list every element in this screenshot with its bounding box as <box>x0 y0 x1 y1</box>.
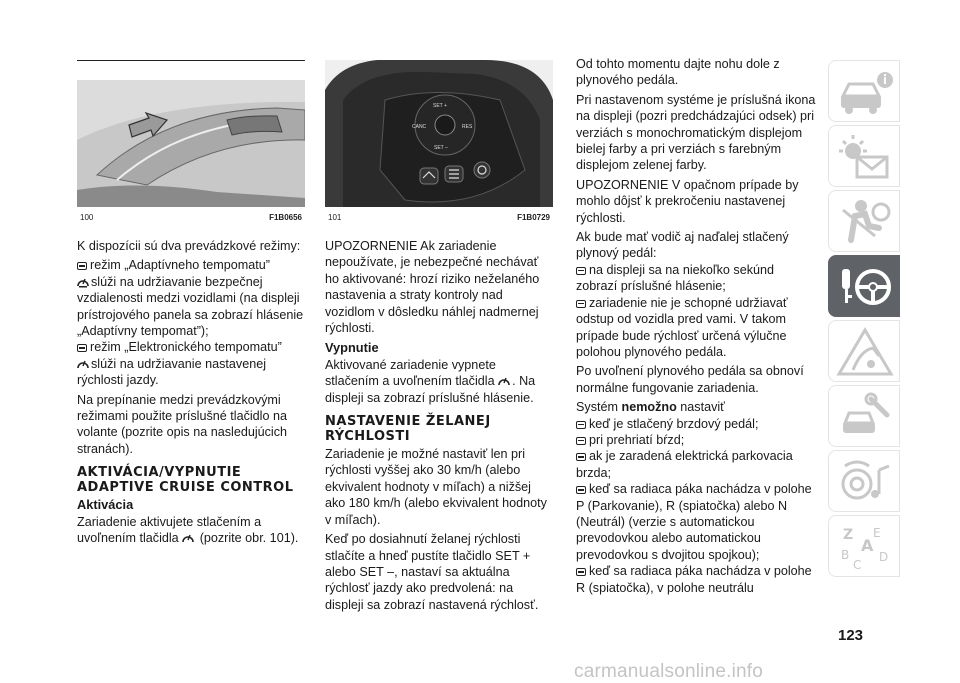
warning-overspeed: UPOZORNENIE V opačnom prípade by mohlo dôjsť k prekročeniu nastavenej rýchlosti. <box>576 177 799 225</box>
wrench-car-icon <box>835 391 895 443</box>
column-1-text <box>77 238 305 550</box>
tab-warning-lights[interactable] <box>828 125 900 187</box>
condition-5 <box>576 563 816 596</box>
steering-wheel-key-icon <box>835 261 895 313</box>
mode-switch-text: Na prepínanie medzi prevádzkovými režimami použite príslušné tlačidlo na volante (pozrite opis na nasledujúcich stranách). <box>77 392 288 456</box>
bullet-icon <box>77 344 87 352</box>
activation-text <box>77 514 305 547</box>
release-pedal-text: Od tohto momentu dajte nohu dole z plynového pedála. <box>576 57 780 88</box>
steering-wheel-illustration <box>325 60 553 207</box>
adaptive-cruise-icon <box>77 276 89 288</box>
subheading-deactivation: Vypnutie <box>325 340 379 356</box>
pedal-bullet-2 <box>576 295 816 361</box>
cruise-control-icon <box>77 358 89 370</box>
figure-101-steering-wheel <box>325 60 553 207</box>
figure-101-code: F1B0729 <box>517 213 550 222</box>
section-heading-activation: AKTIVÁCIA/VYPNUTIE ADAPTIVE CRUISE CONTROL <box>77 465 294 496</box>
svg-text:E: E <box>873 526 881 540</box>
bullet-icon <box>576 300 586 308</box>
cruise-off-button-icon <box>498 375 510 387</box>
mode-electronic-desc: slúži na udržiavanie nastavenej rýchlosti jazdy. <box>77 356 267 388</box>
tab-starting-driving[interactable] <box>828 255 900 317</box>
cannot-set-intro <box>576 399 816 415</box>
cruise-button-icon <box>182 532 194 544</box>
figure-100-code: F1B0656 <box>269 213 302 222</box>
subheading-activation: Aktivácia <box>77 497 134 513</box>
condition-5-text: keď sa radiaca páka nachádza v polohe R (spiatočka), v polohe neutrálu <box>576 564 812 595</box>
mode-electronic-title: režim „Elektronického tempomatu” <box>90 340 282 355</box>
column-2-text <box>325 238 553 616</box>
set-speed-range: Zariadenie je možné nastaviť len pri rýchlosti vyššej ako 30 km/h (alebo ekvivalent hodnoty v míľach) a nižšej ako 180 km/h (alebo ekvivalent hodnoty v míľach). <box>325 447 547 527</box>
pedal-bullet-1-text: na displeji sa na niekoľko sekúnd zobrazí príslušné hlásenie; <box>576 262 775 294</box>
column-3-text <box>576 56 816 596</box>
deactivation-text-a: Aktivované zariadenie vypnete stlačením a uvoľnením tlačidla <box>325 357 496 389</box>
cannot-set-a: Systém <box>576 400 618 415</box>
bullet-icon <box>576 267 586 275</box>
pedal-pressed-intro: Ak bude mať vodič aj naďalej stlačený plynový pedál: <box>576 230 789 261</box>
mode-electronic <box>77 339 305 388</box>
mode-adaptive <box>77 257 305 339</box>
mode-adaptive-desc: slúži na udržiavanie bezpečnej vzdialenosti medzi vozidlami (na displeji prístrojového panela sa zobrazí hlásenie „Adaptívny tempomat”); <box>77 274 304 339</box>
cannot-set-c: nastaviť <box>680 400 725 415</box>
figure-101-number: 101 <box>328 213 342 222</box>
condition-3-text: ak je zaradená elektrická parkovacia brzda; <box>576 449 793 480</box>
tab-safety[interactable] <box>828 190 900 252</box>
svg-text:C: C <box>853 558 862 572</box>
mode-adaptive-title: režim „Adaptívneho tempomatu” <box>90 258 270 273</box>
bullet-icon <box>576 568 586 576</box>
activation-text-b: (pozrite obr. 101). <box>199 531 299 546</box>
section-heading-set-speed: NASTAVENIE ŽELANEJ RÝCHLOSTI <box>325 414 491 445</box>
activation-text-a: Zariadenie aktivujete stlačením a uvoľnením tlačidla <box>77 514 262 546</box>
figure-100-number: 100 <box>80 213 94 222</box>
display-icon-text: Pri nastavenom systéme je príslušná ikona na displeji (pozri predchádzajúci odsek) pri verziách s monochromatickým displejom bielej farby a pri verziách s farebným displejom zelenej farby. <box>576 92 816 173</box>
pedal-bullet-1 <box>576 262 816 295</box>
modes-intro: K dispozícii sú dva prevádzkové režimy: <box>77 239 301 253</box>
watermark-text[interactable]: carmanualsonline.info <box>574 661 764 682</box>
bullet-icon <box>576 486 586 494</box>
pedal-bullet-2-text: zariadenie nie je schopné udržiavať odstup od vozidla pred vami. V takom prípade bude rýchlosť určená výlučne polohou plynového pedála. <box>576 295 788 359</box>
figure-100-windshield <box>77 80 305 207</box>
tab-maintenance[interactable] <box>828 385 900 447</box>
res-label: RES <box>462 124 473 130</box>
bullet-icon <box>576 437 586 445</box>
condition-1-text: keď je stlačený brzdový pedál; <box>589 416 759 431</box>
set-minus-label: SET – <box>434 145 448 151</box>
condition-4 <box>576 481 816 563</box>
condition-1 <box>576 416 816 432</box>
svg-text:B: B <box>841 548 850 562</box>
safety-icon <box>835 196 895 248</box>
tab-multimedia[interactable] <box>828 450 900 512</box>
warning-lights-icon <box>835 131 895 183</box>
car-windshield-illustration <box>77 80 305 207</box>
chapter-tabs <box>828 60 900 580</box>
condition-2 <box>576 432 816 448</box>
tab-index[interactable] <box>828 515 900 577</box>
multimedia-icon <box>835 456 895 508</box>
canc-label: CANC <box>412 124 427 130</box>
svg-text:Z: Z <box>843 527 854 543</box>
release-resume-text: Po uvoľnení plynového pedála sa obnoví normálne fungovanie zariadenia. <box>576 364 804 395</box>
bullet-icon <box>77 262 87 270</box>
alphabet-index-icon <box>835 521 895 573</box>
deactivation-text <box>325 357 553 406</box>
condition-2-text: pri prehriatí bŕzd; <box>589 432 685 447</box>
condition-4-text: keď sa radiaca páka nachádza v polohe P (Parkovanie), R (spiatočka) alebo N (Neutrál) (verzie s automatickou prevodovkou alebo automatickou prevodovkou s dvojitou spojkou); <box>576 482 812 562</box>
condition-3 <box>576 448 816 481</box>
svg-text:A: A <box>861 536 874 555</box>
cannot-set-bold: nemožno <box>621 400 677 415</box>
deactivation-text-b: . Na displeji sa zobrazí príslušné hlásenie. <box>325 374 536 405</box>
bullet-icon <box>576 453 586 461</box>
page-number: 123 <box>838 627 864 644</box>
warning-inactive: UPOZORNENIE Ak zariadenie nepoužívate, je nebezpečné nechávať ho aktivované: hrozí riziko neželaného nastavenia a straty kontroly nad vozidlom v dôsledku náhlej nadmernej rýchlosti. <box>325 239 540 336</box>
set-plus-label: SET + <box>433 103 447 109</box>
tab-emergency[interactable] <box>828 320 900 382</box>
svg-text:D: D <box>879 550 889 564</box>
bullet-icon <box>576 421 586 429</box>
car-info-icon <box>835 66 895 118</box>
road-warning-icon <box>835 326 895 378</box>
set-speed-procedure: Keď po dosiahnutí želanej rýchlosti stlačíte a hneď pustíte tlačidlo SET + alebo SET –, nastaví sa aktuálna rýchlosť jazdy ako predvolená: na displeji sa zobrazí nastavená rýchlosť. <box>325 532 539 612</box>
tab-dashboard[interactable] <box>828 60 900 122</box>
top-rule-left <box>77 60 305 61</box>
